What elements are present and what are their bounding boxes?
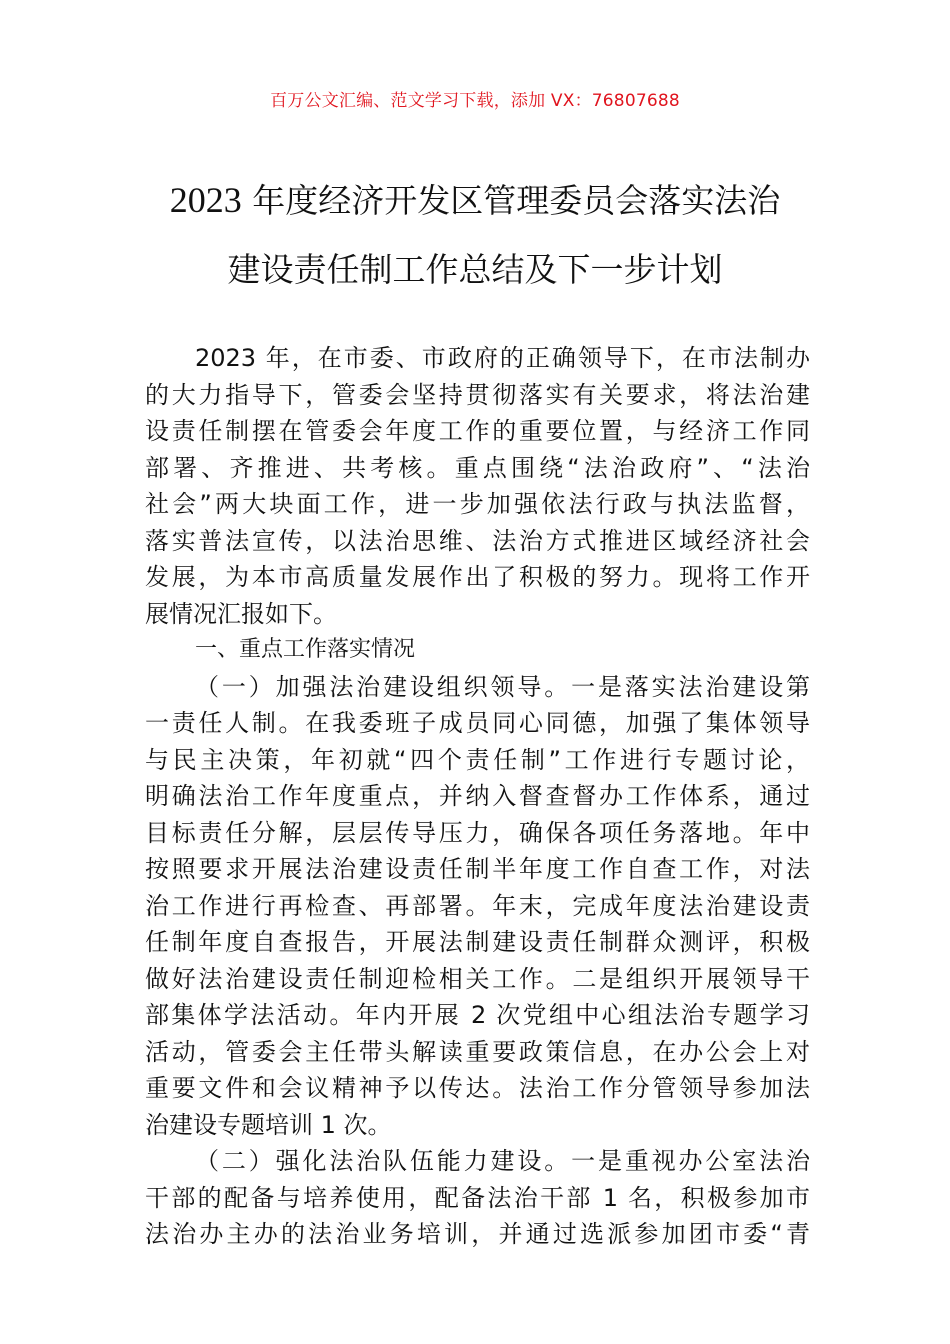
document-body	[145, 340, 810, 1253]
title-text: 年度经济开发区管理委员会落实法治	[241, 181, 781, 220]
paragraph-line: 活动，管委会主任带头解读重要政策信息，在办公会上对	[145, 1037, 810, 1066]
paragraph-line: 干部的配备与培养使用，配备法治干部 1 名，积极参加市	[145, 1183, 810, 1212]
paragraph-line: （二）强化法治队伍能力建设。一是重视办公室法治	[195, 1147, 810, 1175]
paragraph-line: 按照要求开展法治建设责任制半年度工作自查工作，对法	[145, 855, 810, 883]
paragraph-line: 重要文件和会议精神予以传达。法治工作分管领导参加法	[145, 1074, 810, 1102]
section-heading: 一、重点工作落实情况	[195, 637, 416, 662]
paragraph-line: 社会”两大块面工作，进一步加强依法行政与执法监督，	[145, 490, 810, 518]
paragraph-line: 目标责任分解，层层传导压力，确保各项任务落地。年中	[145, 818, 810, 847]
paragraph-line: 法治办主办的法治业务培训，并通过选派参加团市委“青	[145, 1220, 810, 1248]
paragraph-line: 落实普法宣传，以法治思维、法治方式推进区域经济社会	[145, 526, 810, 555]
title-year: 2023	[169, 180, 242, 220]
document-title-line-1	[0, 180, 950, 221]
paragraph-line: 部署、齐推进、共考核。重点围绕“法治政府”、“法治	[145, 453, 810, 482]
paragraph-line: 展情况汇报如下。	[145, 599, 337, 628]
paragraph-line: 治建设专题培训 1 次。	[145, 1110, 392, 1139]
paragraph-line: 发展，为本市高质量发展作出了积极的努力。现将工作开	[145, 563, 810, 591]
watermark-banner: 百万公文汇编、范文学习下载，添加 VX：76807688	[270, 91, 680, 111]
paragraph-line: 明确法治工作年度重点，并纳入督查督办工作体系，通过	[145, 782, 810, 810]
paragraph-line: 做好法治建设责任制迎检相关工作。二是组织开展领导干	[145, 964, 810, 993]
paragraph-line: 部集体学法活动。年内开展 2 次党组中心组法治专题学习	[145, 1001, 810, 1029]
paragraph-line: 治工作进行再检查、再部署。年末，完成年度法治建设责	[145, 891, 810, 920]
paragraph-line: （一）加强法治建设组织领导。一是落实法治建设第	[195, 672, 810, 701]
paragraph-line: 设责任制摆在管委会年度工作的重要位置，与经济工作同	[145, 417, 810, 445]
paragraph-line: 的大力指导下，管委会坚持贯彻落实有关要求，将法治建	[145, 380, 810, 409]
paragraph-line: 2023 年，在市委、市政府的正确领导下，在市法制办	[195, 344, 810, 372]
paragraph-line: 一责任人制。在我委班子成员同心同德，加强了集体领导	[145, 709, 810, 737]
document-title-line-2: 建设责任制工作总结及下一步计划	[227, 250, 723, 289]
paragraph-line: 与民主决策，年初就“四个责任制”工作进行专题讨论，	[145, 745, 810, 774]
paragraph-line: 任制年度自查报告，开展法制建设责任制群众测评，积极	[145, 928, 810, 956]
